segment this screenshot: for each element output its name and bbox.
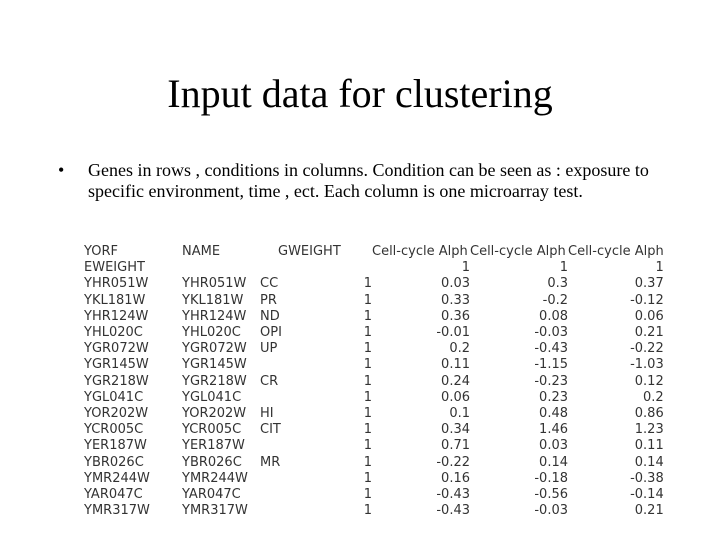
cell-gweight: 1 xyxy=(363,503,372,519)
cell-condition-3: 0.2 xyxy=(643,389,664,405)
cell-yorf: YHL020C xyxy=(84,325,143,341)
cell-condition-1: 0.1 xyxy=(449,406,470,422)
cell-name-text: YHL020C xyxy=(182,325,241,341)
cell-gweight: 1 xyxy=(363,308,372,324)
table-row xyxy=(84,390,664,406)
cell-condition-1: -0.22 xyxy=(436,454,470,470)
cell-yorf: YHR124W xyxy=(84,308,149,324)
cell-condition-1: 0.16 xyxy=(441,470,470,486)
cell-condition-3: -0.22 xyxy=(630,341,664,357)
cell-condition-2: -0.23 xyxy=(534,373,568,389)
cell-description: UP xyxy=(260,341,278,357)
cell-condition-2: 0.03 xyxy=(539,438,568,454)
cell-condition-1: -0.43 xyxy=(436,503,470,519)
cell-condition-1: 0.36 xyxy=(441,308,470,324)
cell-gweight: 1 xyxy=(363,454,372,470)
cell-gweight: 1 xyxy=(363,292,372,308)
cell-condition-3: -0.38 xyxy=(630,470,664,486)
cell-yorf: YGR072W xyxy=(84,341,149,357)
cell-condition-1: -0.01 xyxy=(436,325,470,341)
cell-name xyxy=(182,406,278,422)
cell-name xyxy=(182,503,278,519)
cell-gweight xyxy=(278,260,372,276)
cell-name-text: YOR202W xyxy=(182,406,247,422)
cell-gweight: 1 xyxy=(363,487,372,503)
cell-gweight: 1 xyxy=(363,341,372,357)
cell-name xyxy=(182,471,278,487)
cell-condition-2: 1.46 xyxy=(539,422,568,438)
cell-name-text: YGR072W xyxy=(182,341,247,357)
cell-description: CIT xyxy=(260,422,281,438)
table-row xyxy=(84,422,664,438)
cell-name-text: YGL041C xyxy=(182,389,242,405)
cell-name xyxy=(182,325,282,341)
cell-condition-2: -0.2 xyxy=(542,292,568,308)
cell-description: OPI xyxy=(260,325,282,341)
cell-name-text: YGR145W xyxy=(182,357,247,373)
cell-condition-1: 0.2 xyxy=(449,341,470,357)
cell-gweight: 1 xyxy=(363,470,372,486)
cell-name xyxy=(182,374,278,390)
cell-condition-1: 0.11 xyxy=(441,357,470,373)
bullet-text: Genes in rows , conditions in columns. Condition can be seen as : exposure to specific environment, time , ect. Each column is one microarray test. xyxy=(88,160,649,201)
cell-condition-1: 1 xyxy=(461,260,470,276)
cell-yorf: YGL041C xyxy=(84,389,144,405)
cell-condition-3: 1.23 xyxy=(634,422,664,438)
table-row xyxy=(84,438,664,454)
cell-name xyxy=(182,309,278,325)
cell-condition-2: 0.14 xyxy=(539,454,568,470)
table-row xyxy=(84,260,664,276)
cell-yorf: YAR047C xyxy=(84,487,143,503)
cell-yorf: YBR026C xyxy=(84,454,144,470)
cell-name xyxy=(182,487,278,503)
cell-yorf: YGR145W xyxy=(84,357,149,373)
cell-gweight: 1 xyxy=(363,373,372,389)
cell-condition-2: 0.23 xyxy=(539,389,568,405)
cell-name xyxy=(182,276,278,292)
table-row xyxy=(84,309,664,325)
cell-description: PR xyxy=(260,292,277,308)
cell-condition-3: 0.06 xyxy=(634,308,664,324)
cell-name xyxy=(182,454,281,471)
cell-condition-2: 0.3 xyxy=(547,276,568,292)
cell-condition-3: 0.12 xyxy=(634,373,664,389)
cell-name-text: YMR317W xyxy=(182,503,248,519)
cell-name-text: YER187W xyxy=(182,438,245,454)
table-row xyxy=(84,406,664,422)
cell-gweight: 1 xyxy=(363,406,372,422)
cell-condition-2: -0.43 xyxy=(534,341,568,357)
cell-condition-2: -0.03 xyxy=(534,325,568,341)
cell-yorf: YGR218W xyxy=(84,373,149,389)
cell-yorf: YKL181W xyxy=(84,292,146,308)
cell-gweight: 1 xyxy=(363,438,372,454)
cell-name-text: YHR124W xyxy=(182,308,247,324)
cell-description: CR xyxy=(260,373,279,389)
cell-gweight: 1 xyxy=(363,389,372,405)
table-row xyxy=(84,293,664,309)
cell-gweight: 1 xyxy=(363,357,372,373)
header-condition-2: Cell-cycle Alph xyxy=(470,244,566,259)
cell-name-text: YKL181W xyxy=(182,292,244,308)
cell-name xyxy=(182,341,278,357)
table-row xyxy=(84,276,664,292)
cell-name-text: YAR047C xyxy=(182,487,241,503)
cell-name xyxy=(182,357,278,373)
cell-description: HI xyxy=(260,406,274,422)
cell-name-text: YGR218W xyxy=(182,373,247,389)
header-name: NAME xyxy=(182,244,221,259)
table-row xyxy=(84,341,664,357)
table-row xyxy=(84,325,664,341)
cell-condition-3: 0.86 xyxy=(634,406,664,422)
table-row xyxy=(84,503,664,519)
cell-yorf: YER187W xyxy=(84,438,147,454)
cell-yorf: EWEIGHT xyxy=(84,260,145,276)
cell-name xyxy=(182,438,278,454)
table-row xyxy=(84,357,664,373)
cell-condition-2: 0.08 xyxy=(539,308,568,324)
cell-yorf: YHR051W xyxy=(84,276,149,292)
cell-gweight: 1 xyxy=(363,276,372,292)
table-header-row xyxy=(84,244,664,260)
cell-condition-2: -0.18 xyxy=(534,470,568,486)
cell-name xyxy=(182,390,278,406)
table-row xyxy=(84,487,664,503)
header-condition-3: Cell-cycle Alph xyxy=(568,244,664,259)
data-table-screenshot xyxy=(84,244,668,524)
cell-condition-3: -1.03 xyxy=(630,357,664,373)
cell-condition-2: 0.48 xyxy=(539,406,568,422)
cell-condition-3: 1 xyxy=(655,260,664,276)
cell-condition-1: 0.03 xyxy=(441,276,470,292)
slide-title: Input data for clustering xyxy=(167,71,553,116)
cell-gweight: 1 xyxy=(363,422,372,438)
cell-condition-3: 0.11 xyxy=(634,438,664,454)
cell-condition-1: 0.06 xyxy=(441,389,470,405)
header-yorf: YORF xyxy=(84,244,118,259)
cell-yorf: YOR202W xyxy=(84,406,149,422)
cell-name-text: YCR005C xyxy=(182,422,242,438)
cell-condition-3: 0.21 xyxy=(634,325,664,341)
cell-condition-3: 0.14 xyxy=(634,454,664,470)
expression-data-table xyxy=(84,244,664,519)
cell-condition-1: 0.34 xyxy=(441,422,470,438)
cell-condition-1: 0.33 xyxy=(441,292,470,308)
cell-yorf: YMR317W xyxy=(84,503,150,519)
cell-yorf: YCR005C xyxy=(84,422,144,438)
cell-name-text: YHR051W xyxy=(182,276,247,292)
bullet-dot: • xyxy=(58,160,65,180)
table-row xyxy=(84,471,664,487)
cell-name-text: YMR244W xyxy=(182,470,248,486)
cell-condition-3: 0.21 xyxy=(634,503,664,519)
cell-description: MR xyxy=(260,454,281,470)
cell-description: CC xyxy=(260,276,279,292)
cell-condition-2: -1.15 xyxy=(534,357,568,373)
cell-condition-1: 0.71 xyxy=(441,438,470,454)
cell-name xyxy=(182,260,278,276)
cell-condition-2: -0.56 xyxy=(534,487,568,503)
cell-condition-2: 1 xyxy=(559,260,568,276)
table-row xyxy=(84,374,664,390)
cell-condition-2: -0.03 xyxy=(534,503,568,519)
cell-yorf: YMR244W xyxy=(84,470,150,486)
cell-condition-1: 0.24 xyxy=(441,373,470,389)
cell-name xyxy=(182,293,278,309)
cell-name-text: YBR026C xyxy=(182,454,242,470)
cell-description: ND xyxy=(260,308,280,324)
cell-condition-3: 0.37 xyxy=(634,276,664,292)
cell-name xyxy=(182,422,281,438)
cell-condition-3: -0.12 xyxy=(630,292,664,308)
header-gweight: GWEIGHT xyxy=(278,244,341,259)
cell-gweight: 1 xyxy=(363,325,372,341)
cell-condition-1: -0.43 xyxy=(436,487,470,503)
header-condition-1: Cell-cycle Alph xyxy=(372,244,468,259)
table-row xyxy=(84,455,664,471)
cell-condition-3: -0.14 xyxy=(630,487,664,503)
